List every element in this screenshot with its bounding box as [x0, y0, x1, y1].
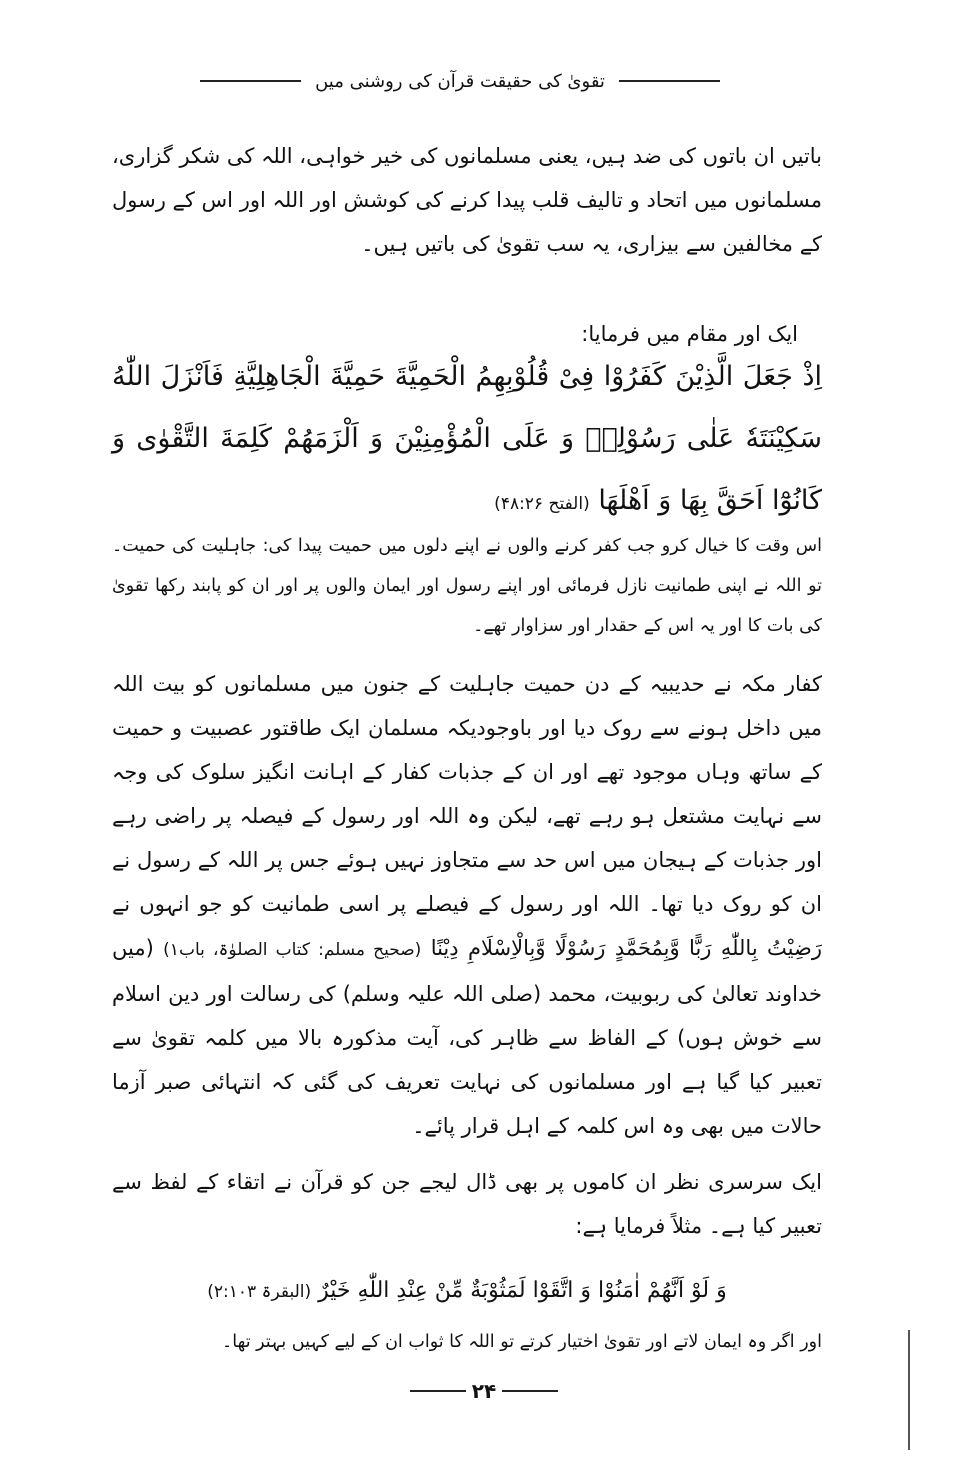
paragraph-another-place: ایک اور مقام میں فرمایا: — [581, 322, 798, 346]
header-rule-right — [619, 80, 720, 82]
quran-verse-al-fath — [112, 346, 822, 535]
running-header — [200, 66, 720, 96]
hudaybiyyah-continued: (میں خداوند تعالیٰ کی ربوبیت، محمد (صلی اللہ علیہ وسلم) کی رسالت اور دین اسلام سے خوش ہوں) کے الفاظ سے ظاہر کی، آیت مذکورہ بالا میں کلمہ تقویٰ سے تعبیر کیا گیا ہے اور مسلمانوں کی نہایت تعریف کی گئی کہ انتہائی صبر آزما حالات میں بھی وہ اس کلمہ کے اہل قرار پائے۔ — [112, 936, 822, 1138]
footer-rule-left — [410, 1390, 466, 1392]
translation-al-fath: اس وقت کا خیال کرو جب کفر کرنے والوں نے اپنے دلوں میں حمیت پیدا کی: جاہلیت کی حمیت۔ تو اللہ نے اپنی طمانیت نازل فرمائی اور اپنے رسول اور ایمان والوں پر اور ان کو پابند رکھا تقویٰ کی بات کا اور یہ اس کے حقدار اور سزاوار تھے۔ — [112, 536, 822, 636]
verse-text-baqarah: وَ لَوْ اَنَّهُمْ اٰمَنُوْا وَ اتَّقَوْا لَمَثُوْبَةٌ مِّنْ عِنْدِ اللّٰهِ خَیْرٌ — [318, 1278, 727, 1303]
page-footer — [0, 1376, 968, 1406]
paragraph-glance: ایک سرسری نظر ان کاموں پر بھی ڈال لیجے جن کو قرآن نے اتقاء کے لفظ سے تعبیر کیا ہے۔ مثلاً فرمایا ہے: — [112, 1170, 822, 1238]
header-rule-left — [200, 80, 301, 82]
hadith-quote: رَضِیْتُ بِاللّٰهِ رَبًّا وَّبِمُحَمَّدٍ رَسُوْلًا وَّبِالْاِسْلَامِ دِیْنًا — [430, 936, 822, 960]
header-title: تقویٰ کی حقیقت قرآن کی روشنی میں — [315, 70, 605, 92]
verse-reference-baqarah: (البقرۃ ۲:۱۰۳) — [207, 1282, 312, 1302]
hadith-reference: (صحیح مسلم: کتاب الصلوٰۃ، باب۱) — [163, 940, 422, 960]
quran-verse-al-baqarah — [112, 1266, 822, 1317]
verse-text: اِذْ جَعَلَ الَّذِیْنَ کَفَرُوْا فِیْ قُلُوْبِهِمُ الْحَمِیَّةَ حَمِیَّةَ الْجَاهِلِیَّةِ فَاَنْزَلَ اللّٰهُ سَکِیْنَتَهٗ عَلٰی رَسُوْلِهٖ وَ عَلَی الْمُؤْمِنِیْنَ وَ اَلْزَمَهُمْ كَلِمَةَ التَّقْوٰی وَ كَانُوْٓا اَحَقَّ بِهَا وَ اَهْلَهَا — [112, 361, 822, 516]
paragraph-intro: باتیں ان باتوں کی ضد ہیں، یعنی مسلمانوں کی خیر خواہی، اللہ کی شکر گزاری، مسلمانوں میں اتحاد و تالیف قلب پیدا کرنے کی کوشش اور اللہ اور اس کے رسول کے مخالفین سے بیزاری، یہ سب تقویٰ کی باتیں ہیں۔ — [112, 144, 822, 256]
paragraph-hudaybiyyah — [112, 662, 822, 1148]
translation-al-baqarah: اور اگر وہ ایمان لاتے اور تقویٰ اختیار کرتے تو اللہ کا ثواب ان کے لیے کہیں بہتر تھا۔ — [222, 1332, 822, 1352]
footer-rule-right — [502, 1390, 558, 1392]
hudaybiyyah-text: کفار مکہ نے حدیبیہ کے دن حمیت جاہلیت کے جنون میں مسلمانوں کو بیت اللہ میں داخل ہونے سے روک دیا اور باوجودیکہ مسلمان ایک طاقتور عصبیت و حمیت کے ساتھ وہاں موجود تھے اور ان کے جذبات کفار کے اہانت انگیز سلوک کی وجہ سے نہایت مشتعل ہو رہے تھے، لیکن وہ اللہ اور رسول کے فیصلہ پر راضی رہے اور جذبات کے ہیجان میں اس حد سے متجاوز نہیں ہوئے جس پر اللہ کے رسول نے ان کو روک دیا تھا۔ اللہ اور رسول کے فیصلے پر اسی طمانیت کو جو انہوں نے — [112, 672, 822, 916]
scan-edge-line — [908, 1330, 910, 1450]
verse-reference: (الفتح ۴۸:۲۶) — [494, 494, 590, 514]
page-number: ۲۴ — [471, 1379, 497, 1403]
